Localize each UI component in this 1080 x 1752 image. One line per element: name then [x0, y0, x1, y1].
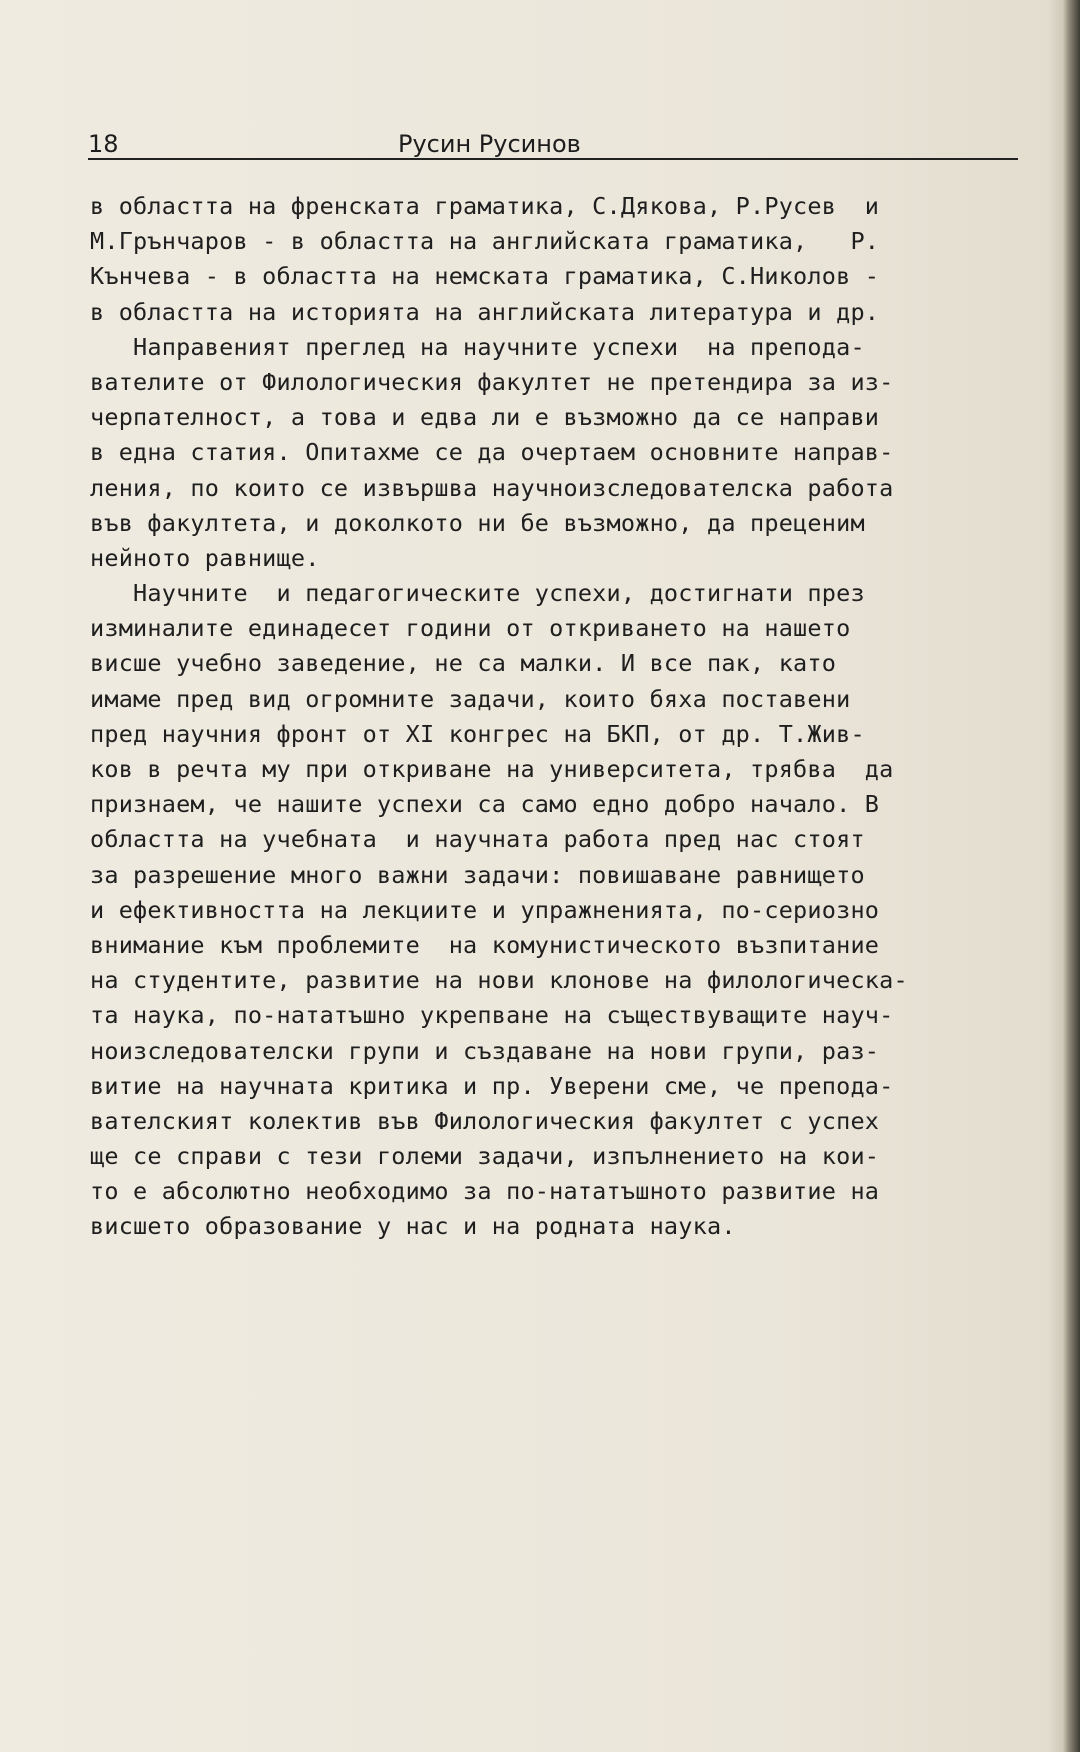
- text-line: във факултета, и доколкото ни бе възможно, да преценим: [90, 508, 865, 537]
- text-line: Кънчева - в областта на немската граматика, С.Николов -: [90, 262, 880, 291]
- text-line: за разрешение много важни задачи: повишаване равнището: [90, 860, 865, 889]
- text-line: внимание към проблемите на комунистическото възпитание: [90, 930, 880, 959]
- text-line: ще се справи с тези големи задачи, изпълнението на кои-: [90, 1142, 880, 1171]
- text-line: то е абсолютно необходимо за по-нататъшното развитие на: [90, 1177, 880, 1206]
- text-line: та наука, по-нататъшно укрепване на съществуващите науч-: [90, 1001, 894, 1030]
- page-binding-edge: [1062, 0, 1080, 1752]
- text-line: признаем, че нашите успехи са само едно добро начало. В: [90, 790, 880, 819]
- text-line: областта на учебната и научната работа пред нас стоят: [90, 825, 865, 854]
- text-line: пред научния фронт от XI конгрес на БКП, от др. Т.Жив-: [90, 719, 865, 748]
- text-line: Научните и педагогическите успехи, достигнати през: [90, 579, 865, 608]
- text-line: ноизследователски групи и създаване на нови групи, раз-: [90, 1036, 880, 1065]
- text-line: витие на научната критика и пр. Уверени сме, че препода-: [90, 1071, 894, 1100]
- text-line: вателите от Филологическия факултет не претендира за из-: [90, 367, 894, 396]
- running-title: Русин Русинов: [398, 130, 581, 158]
- text-line: ления, по които се извършва научноизследователска работа: [90, 473, 894, 502]
- text-line: на студентите, развитие на нови клонове на филологическа-: [90, 966, 908, 995]
- text-line: нейното равнище.: [90, 543, 320, 572]
- text-line: висшето образование у нас и на родната наука.: [90, 1212, 736, 1241]
- text-line: вателският колектив във Филологическия факултет с успех: [90, 1106, 880, 1135]
- page-number: 18: [88, 130, 119, 158]
- page-header: [88, 122, 1018, 160]
- text-line: ков в речта му при откриване на университета, трябва да: [90, 755, 894, 783]
- text-line: Направеният преглед на научните успехи на препода-: [90, 332, 865, 361]
- text-line: черпателност, а това и едва ли е възможно да се направи: [90, 403, 880, 432]
- text-line: М.Грънчаров - в областта на английската граматика, Р.: [90, 227, 880, 256]
- text-line: в една статия. Опитахме се да очертаем основните направ-: [90, 438, 894, 467]
- text-line: и ефективността на лекциите и упражненията, по-сериозно: [90, 895, 880, 924]
- body-text: [90, 189, 1030, 1245]
- text-line: в областта на историята на английската литература и др.: [90, 297, 880, 326]
- text-line: висше учебно заведение, не са малки. И все пак, като: [90, 649, 837, 678]
- text-line: изминалите единадесет години от откриването на нашето: [90, 614, 851, 643]
- text-line: имаме пред вид огромните задачи, които бяха поставени: [90, 684, 851, 713]
- text-line: в областта на френската граматика, С.Дякова, Р.Русев и: [90, 192, 880, 220]
